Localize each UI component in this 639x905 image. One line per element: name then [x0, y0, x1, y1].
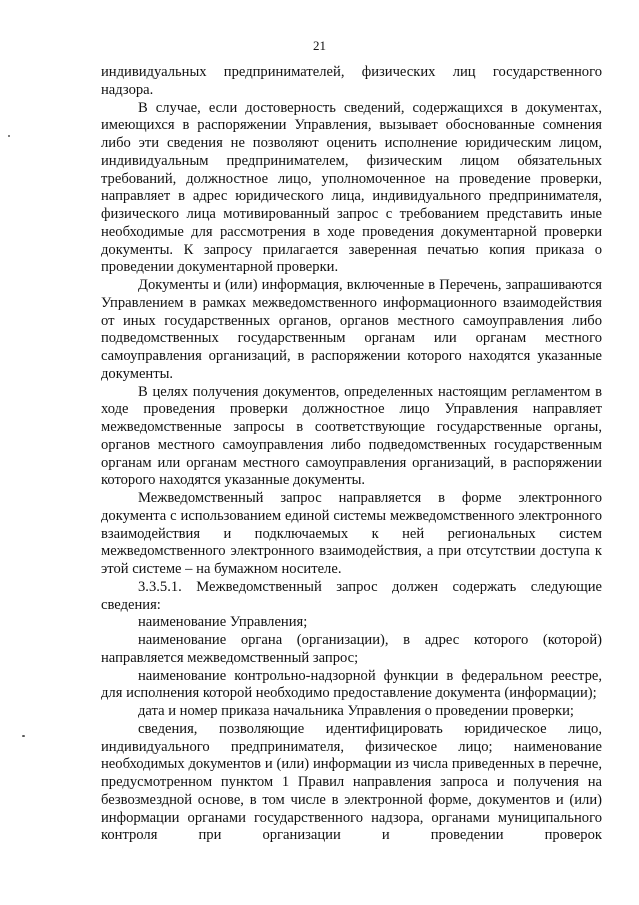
paragraph: наименование контрольно-надзорной функции в федеральном реестре, для исполнения которой необходимо предоставление документа (информации); — [101, 667, 602, 702]
paragraph: 3.3.5.1. Межведомственный запрос должен содержать следующие сведения: — [101, 578, 602, 613]
paragraph: Документы и (или) информация, включенные в Перечень, запрашиваются Управлением в рамках межведомственного информационного взаимодействия от иных государственных органов, органов местного самоуправления либо подведомственных государственным органам или органам местного самоуправления организаций, в распоряжении которого находятся указанные документы. — [101, 277, 602, 382]
scan-speck — [8, 135, 10, 137]
paragraph: наименование органа (организации), в адрес которого (которой) направляется межведомственный запрос; — [101, 632, 602, 666]
paragraph: сведения, позволяющие идентифицировать юридическое лицо, индивидуального предпринимателя, физическое лицо; наименование необходимых документов и (или) информации из числа приведенных в перечне, предусмотренном пунктом 1 Правил направления запроса и получения на безвозмездной основе, в том числе в электронной форме, документов и (или) информации органами государственного надзора, органами муниципального контроля при организации и проведении проверок — [101, 720, 602, 844]
paragraph: индивидуальных предпринимателей, физических лиц государственного надзора. — [101, 64, 602, 98]
scan-speck — [22, 735, 25, 737]
page-number: 21 — [313, 38, 326, 53]
paragraph: дата и номер приказа начальника Управления о проведении проверки; — [138, 703, 574, 719]
document-body — [101, 64, 602, 845]
paragraph: В случае, если достоверность сведений, содержащихся в документах, имеющихся в распоряжении Управления, вызывает обоснованные сомнения либо эти сведения не позволяют оценить исполнение юридическим лицом, индивидуальным предпринимателем, физическим лицом обязательных требований, должностное лицо, уполномоченное на проведение проверки, направляет в адрес юридического лица, индивидуального предпринимателя, физического лица мотивированный запрос с требованием представить иные необходимые для рассмотрения в ходе проведения документарной проверки документы. К запросу прилагается заверенная печатью копия приказа о проведении документарной проверки. — [101, 99, 602, 276]
paragraph: наименование Управления; — [138, 614, 308, 631]
paragraph: Межведомственный запрос направляется в форме электронного документа с использованием единой системы межведомственного электронного взаимодействия и подключаемых к ней региональных систем межведомственного электронного взаимодействия, а при отсутствии доступа к этой системе – на бумажном носителе. — [101, 490, 602, 577]
paragraph: В целях получения документов, определенных настоящим регламентом в ходе проведения проверки должностное лицо Управления направляет межведомственные запросы в соответствующие государственные органы, органов местного самоуправления либо подведомственных государственным органам или органам местного самоуправления организаций, в распоряжении которого находятся указанные документы. — [101, 383, 602, 489]
